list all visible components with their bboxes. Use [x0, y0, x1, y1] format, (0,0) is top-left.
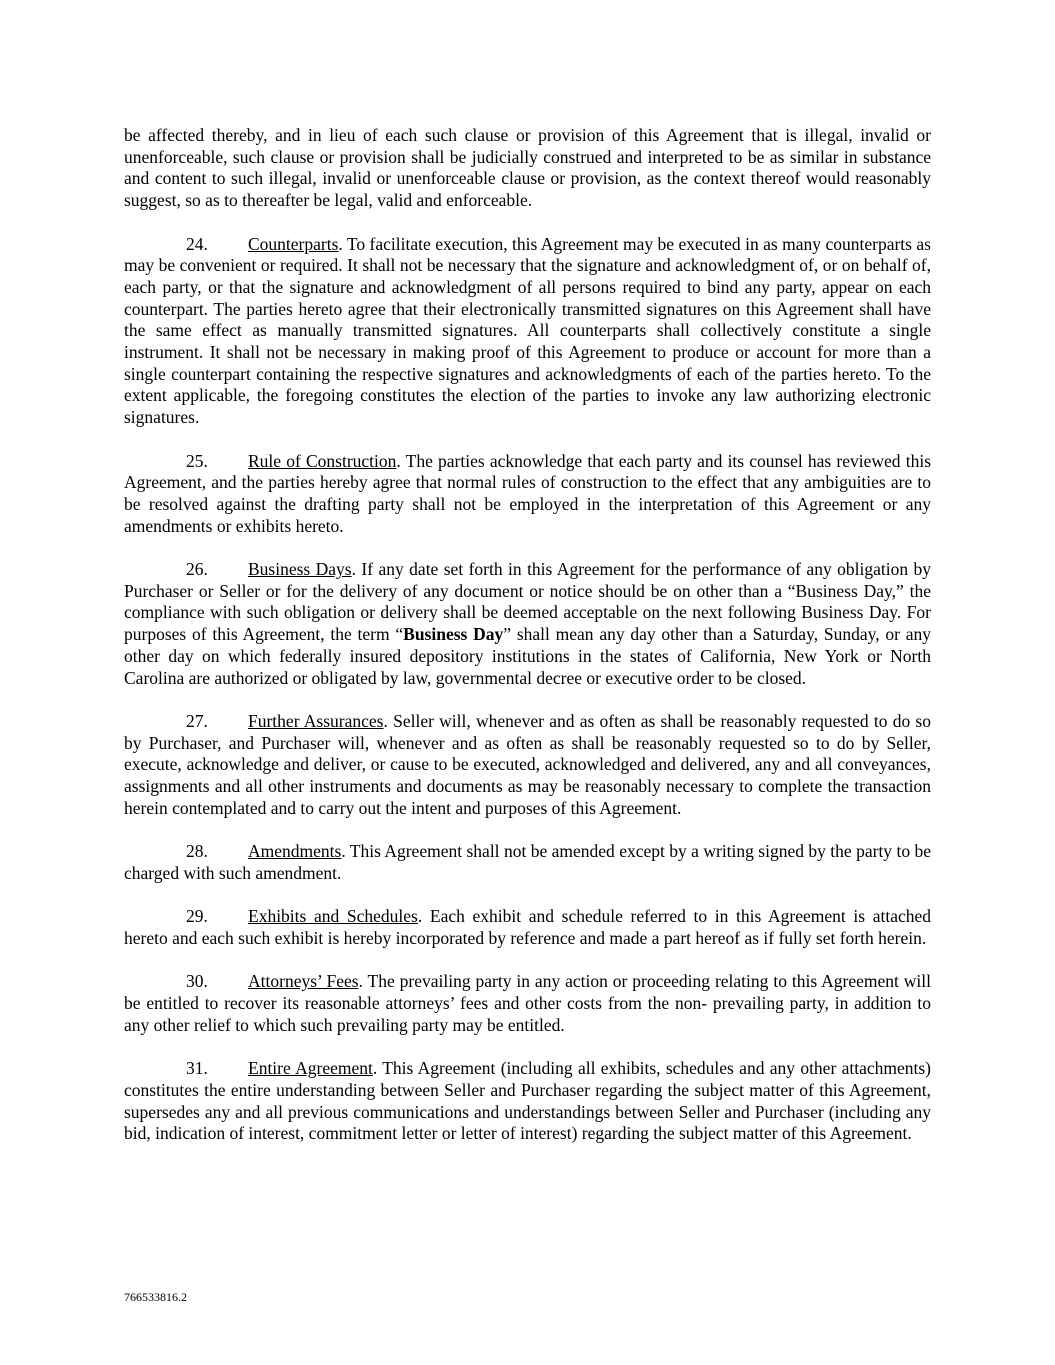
section-text: . This Agreement (including all exhibits, schedules and any other attachments) constitutes the entire understanding between Seller and Purchaser regarding the subject matter of this Agreement, supersedes any and all previous communications and understandings between Seller and Purchaser (including any bid, indication of interest, commitment letter or letter of interest) regarding the subject matter of this Agreement.	[124, 1058, 931, 1144]
section-text: . The parties acknowledge that each party and its counsel has reviewed this Agreement, and the parties hereby agree that normal rules of construction to the effect that any ambiguities are to be resolved against the drafting party shall not be employed in the interpretation of this Agreement or any amendments or exhibits hereto.	[124, 450, 932, 536]
section-text: . The prevailing party in any action or proceeding relating to this Agreement will be entitled to recover its reasonable attorneys’ fees and other costs from the non- prevailing party, in addition to any other relief to which such prevailing party may be entitled.	[124, 971, 931, 1035]
section-number: 27.	[186, 710, 208, 731]
section-text: . If any date set forth in this Agreement for the performance of any obligation by Purchaser or Seller or for the delivery of any document or notice should be on other than a “Business Day,” the compliance with such obligation or delivery shall be deemed acceptable on the next following Business Day. For purposes of this Agreement, the term “	[124, 559, 931, 645]
section-heading: Counterparts	[248, 233, 339, 254]
section-number: 31.	[186, 1058, 208, 1079]
section-26	[124, 559, 931, 689]
section-number: 30.	[186, 971, 208, 992]
section-text: . This Agreement shall not be amended except by a writing signed by the party to be charged with such amendment.	[124, 841, 931, 883]
section-29	[124, 906, 931, 949]
section-text: . Each exhibit and schedule referred to in this Agreement is attached hereto and each such exhibit is hereby incorporated by reference and made a part hereof as if fully set forth herein.	[124, 906, 932, 948]
section-text: . To facilitate execution, this Agreement may be executed in as many counterparts as may be convenient or required. It shall not be necessary that the signature and acknowledgment of, or on behalf of, each party, or that the signature and acknowledgment of all persons required to bind any party, appear on each counterpart. The parties hereto agree that their electronically transmitted signatures on this Agreement shall have the same effect as manually transmitted signatures. All counterparts shall collectively constitute a single instrument. It shall not be necessary in making proof of this Agreement to produce or account for more than a single counterpart containing the respective signatures and acknowledgments of each of the parties hereto. To the extent applicable, the foregoing constitutes the election of the parties to invoke any law authorizing electronic signatures.	[124, 233, 931, 428]
section-heading: Further Assurances	[248, 710, 384, 731]
section-number: 29.	[186, 906, 208, 927]
intro-paragraph: be affected thereby, and in lieu of each such clause or provision of this Agreement that is illegal, invalid or unenforceable, such clause or provision shall be judicially construed and interpreted to be as similar in substance and content to such illegal, invalid or unenforceable clause or provision, as the context thereof would reasonably suggest, so as to thereafter be legal, valid and enforceable.	[124, 125, 931, 211]
section-number: 26.	[186, 559, 208, 580]
section-text-after: ” shall mean any day other than a Saturday, Sunday, or any other day on which federally insured depository institutions in the states of California, New York or North Carolina are authorized or obligated by law, governmental decree or executive order to be closed.	[124, 624, 931, 688]
section-heading: Exhibits and Schedules	[248, 906, 418, 927]
defined-term: Business Day	[403, 624, 504, 645]
section-heading: Rule of Construction	[248, 450, 397, 471]
section-number: 28.	[186, 841, 208, 862]
section-heading: Business Days	[248, 559, 352, 580]
document-id-footer: 766533816.2	[124, 1290, 187, 1304]
section-31	[124, 1058, 931, 1145]
section-heading: Amendments	[248, 841, 342, 862]
section-heading: Entire Agreement	[248, 1058, 373, 1079]
section-30	[124, 971, 931, 1036]
section-24	[124, 234, 931, 429]
section-27	[124, 711, 931, 820]
section-number: 25.	[186, 450, 208, 471]
document-page	[124, 125, 931, 1167]
section-number: 24.	[186, 233, 208, 254]
section-25	[124, 451, 931, 538]
section-heading: Attorneys’ Fees	[248, 971, 359, 992]
section-text: . Seller will, whenever and as often as shall be reasonably requested to do so by Purchaser, and Purchaser will, whenever and as often as shall be reasonably requested so to do by Seller, execute, acknowledge and deliver, or cause to be executed, acknowledged and delivered, any and all conveyances, assignments and all other instruments and documents as may be reasonably necessary to complete the transaction herein contemplated and to carry out the intent and purposes of this Agreement.	[124, 710, 931, 818]
section-28	[124, 841, 931, 884]
